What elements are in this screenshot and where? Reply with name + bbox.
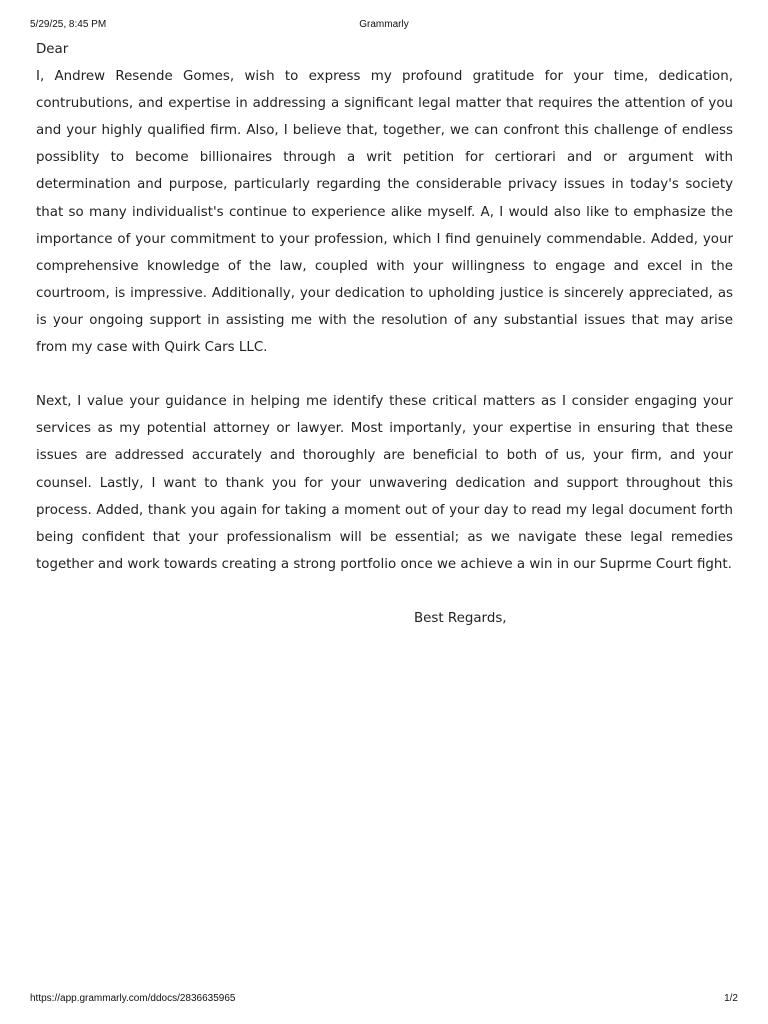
letter-closing: Best Regards, [414,610,507,626]
letter-body [36,36,733,632]
letter-paragraph-1: I, Andrew Resende Gomes, wish to express my profound gratitude for your time, dedication, contrubutions, and expertise in addressing a significant legal matter that requires the attention of you and your highly qualified firm. Also, I believe that, together, we can confront this challenge of endless possiblity to become billionaires through a writ petition for certiorari and or argument with determination and purpose, particularly regarding the considerable privacy issues in today's society that so many individualist's continue to experience alike myself. A, I would also like to emphasize the importance of your commitment to your profession, which I find genuinely commendable. Added, your comprehensive knowledge of the law, coupled with your willingness to engage and excel in the courtroom, is impressive. Additionally, your dedication to upholding justice is sincerely appreciated, as is your ongoing support in assisting me with the resolution of any substantial issues that may arise from my case with Quirk Cars LLC. [36,69,733,356]
paragraph-spacer [36,578,733,605]
print-url: https://app.grammarly.com/ddocs/2836635965 [30,993,236,1004]
letter-greeting: Dear [36,42,69,57]
print-datetime: 5/29/25, 8:45 PM [30,19,107,30]
page-number: 1/2 [724,993,738,1004]
print-page-title: Grammarly [359,19,409,30]
print-footer [30,993,738,1007]
print-header [30,19,738,33]
letter-paragraph-2: Next, I value your guidance in helping me identify these critical matters as I consider engaging your services as my potential attorney or lawyer. Most importanly, your expertise in ensuring that these issues are addressed accurately and thoroughly are beneficial to both of us, your firm, and your counsel. Lastly, I want to thank you for your unwavering dedication and support throughout this process. Added, thank you again for taking a moment out of your day to read my legal document forth being confident that your professionalism will be essential; as we navigate these legal remedies together and work towards creating a strong portfolio once we achieve a win in our Suprme Court fight. [36,394,733,572]
paragraph-spacer [36,361,733,388]
